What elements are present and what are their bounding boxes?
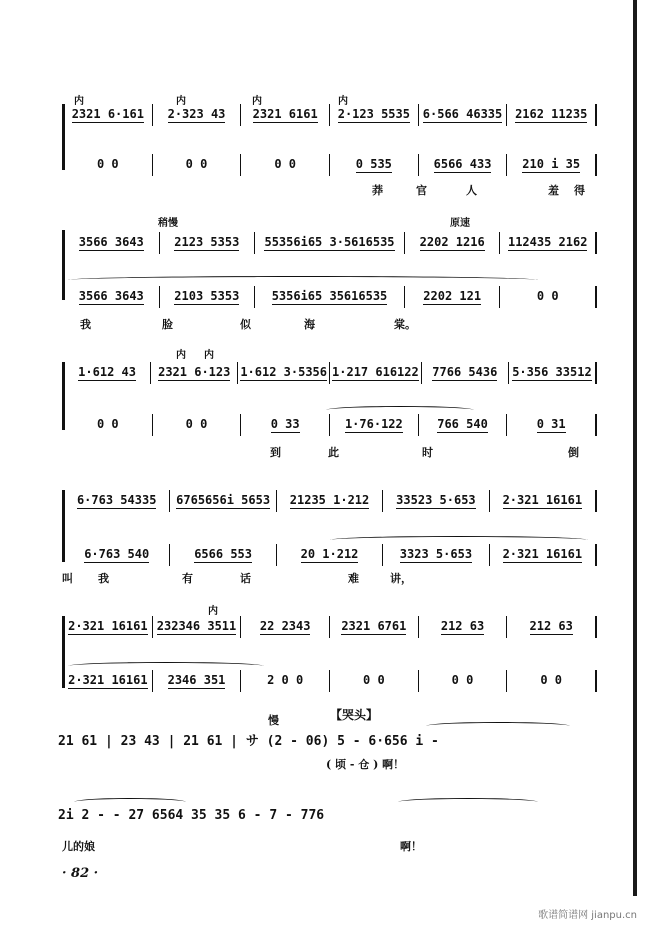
note-group: 0 0 [96, 417, 119, 431]
lyric: 时 [422, 446, 433, 459]
measure [419, 670, 508, 692]
note-group: 2103 5353 [174, 288, 240, 303]
note-group: 2·321 16161 [68, 618, 148, 633]
measure [241, 104, 330, 126]
measure [405, 232, 501, 254]
measure [277, 490, 383, 512]
lyric: 海 [304, 318, 315, 331]
lyric-line [64, 316, 597, 332]
note-group: 2·321 16161 [68, 672, 148, 687]
measure [507, 616, 597, 638]
measure [64, 414, 153, 436]
note-group: 2162 11235 [515, 106, 588, 121]
tempo-mark: 原速 [450, 218, 470, 229]
measure [490, 544, 597, 566]
note-group: 2·321 16161 [502, 492, 583, 507]
note-group: 0 0 [185, 417, 208, 431]
lower-staff [64, 286, 597, 308]
note-group: 0 0 [274, 157, 297, 171]
lyric: 倒 [568, 446, 579, 459]
note-group: 0 0 [451, 673, 474, 687]
lyric: 棠。 [394, 318, 416, 331]
note-group: 0 0 [363, 673, 385, 687]
upper-staff [64, 490, 597, 512]
inner-mark: 内 [74, 96, 84, 107]
note-group: 22 2343 [259, 618, 311, 633]
lyric: 叫 [62, 572, 73, 585]
percussion-line: ( 顷 - 仓 ) 啊！ [326, 758, 405, 771]
note-group: 2321 6·123 [158, 364, 231, 379]
measure [64, 104, 153, 126]
lyric: 官 [416, 184, 427, 197]
note-group: 2321 6761 [341, 618, 407, 633]
slur [68, 662, 264, 670]
inner-mark: 内 [208, 606, 218, 617]
measure [255, 232, 405, 254]
upper-staff [64, 232, 597, 254]
measure [255, 286, 405, 308]
measure [419, 414, 508, 436]
measure [405, 286, 501, 308]
note-group: 0 33 [270, 416, 300, 431]
lyric: 啊！ [400, 840, 422, 853]
note-group: 2202 121 [423, 288, 482, 303]
measure [507, 414, 597, 436]
measure [419, 154, 508, 176]
note-group: 6·566 46335 [422, 106, 503, 121]
slur [426, 722, 570, 730]
note-group: 7766 5436 [432, 364, 498, 379]
note-group: 1·612 43 [78, 364, 136, 379]
note-group: 6566 553 [194, 546, 252, 561]
measure [153, 154, 242, 176]
note-group: 20 1·212 [300, 546, 359, 561]
measure [153, 104, 242, 126]
note-group: 0 0 [540, 673, 563, 687]
upper-staff [64, 616, 597, 638]
note-group: 2321 6·161 [71, 106, 144, 121]
measure [330, 362, 422, 384]
note-group: 55356i65 3·5616535 [264, 234, 395, 249]
note-group: 2·321 16161 [502, 546, 583, 561]
slur [330, 536, 588, 544]
measure [64, 616, 153, 638]
measure [507, 104, 597, 126]
note-group: 6·763 540 [84, 546, 150, 561]
inner-mark: 内 [204, 350, 214, 361]
site-watermark: 歌谱简谱网 jianpu.cn [538, 910, 637, 921]
inner-mark: 内 [176, 350, 186, 361]
note-group: 6·763 54335 [76, 492, 157, 507]
note-sequence: 2i 2 - - 27 6564 35 35 6 - 7 - 776 [58, 808, 325, 823]
measure [64, 362, 151, 384]
measure [170, 544, 276, 566]
note-group: 2·323 43 [167, 106, 226, 121]
inner-mark: 内 [176, 96, 186, 107]
measure [490, 490, 597, 512]
measure [500, 232, 597, 254]
measure [153, 670, 242, 692]
note-group: 1·76·122 [344, 416, 403, 431]
note-group: 0 31 [536, 416, 566, 431]
measure [241, 154, 330, 176]
note-group: 2321 6161 [252, 106, 318, 121]
note-group: 1·612 3·5356 [240, 364, 328, 379]
tempo-mark: 稍慢 [158, 218, 178, 229]
note-group: 112435 2162 [507, 234, 588, 249]
measure [241, 616, 330, 638]
note-group: 0 535 [355, 156, 392, 171]
upper-staff [64, 362, 597, 384]
note-group: 2 0 0 [267, 673, 304, 687]
measure [500, 286, 597, 308]
measure [160, 232, 256, 254]
measure [330, 104, 419, 126]
single-voice-line [58, 730, 609, 752]
measure [277, 544, 383, 566]
lyric: 儿的娘 [62, 840, 95, 853]
measure [383, 490, 489, 512]
measure [241, 670, 330, 692]
measure [330, 414, 419, 436]
note-group: 212 63 [440, 618, 485, 633]
measure [383, 544, 489, 566]
slur [398, 798, 538, 806]
note-group: 2202 1216 [419, 234, 485, 249]
lyric: 似 [240, 318, 251, 331]
tempo-mark: 慢 [268, 714, 279, 727]
measure [160, 286, 256, 308]
note-group: 3566 3643 [78, 288, 144, 303]
measure [153, 616, 242, 638]
page-edge-rule [633, 0, 637, 896]
lyric: 脸 [162, 318, 173, 331]
lyric: 有 [182, 572, 193, 585]
note-sequence: 21 61 | 23 43 | 21 61 | サ (2 - 06) 5 - 6·656 i - [58, 734, 439, 749]
measure [64, 286, 160, 308]
measure [509, 362, 597, 384]
note-group: 232346 3511 [156, 618, 237, 633]
lyric: 讲， [390, 572, 412, 585]
measure [64, 490, 170, 512]
note-group: 33523 5·653 [396, 492, 476, 507]
lyric: 我 [98, 572, 109, 585]
upper-staff [64, 104, 597, 126]
measure [419, 616, 508, 638]
measure [64, 154, 153, 176]
measure [153, 414, 242, 436]
measure [330, 616, 419, 638]
measure [330, 670, 419, 692]
lower-staff [64, 414, 597, 436]
note-group: 0 0 [96, 157, 119, 171]
lyric: 羞 [548, 184, 559, 197]
measure [238, 362, 330, 384]
lyric-line [64, 444, 597, 460]
note-group: 21235 1·212 [289, 492, 370, 507]
measure [241, 414, 330, 436]
note-group: 6765656i 5653 [176, 492, 271, 507]
lyric: 到 [270, 446, 281, 459]
note-group: 0 0 [185, 157, 208, 171]
lyric: 莽 [372, 184, 383, 197]
lyric: 话 [240, 572, 251, 585]
measure [507, 154, 597, 176]
section-heading: 【哭头】 [330, 708, 379, 722]
note-group: 2·123 5535 [337, 106, 410, 121]
measure [151, 362, 238, 384]
lower-staff [64, 670, 597, 692]
note-group: 3566 3643 [78, 234, 144, 249]
measure [330, 154, 419, 176]
measure [419, 104, 508, 126]
slur [326, 406, 474, 414]
note-group: 210 i 35 [522, 156, 581, 171]
page-number: · 82 · [62, 866, 99, 881]
inner-mark: 内 [252, 96, 262, 107]
measure [64, 544, 170, 566]
note-group: 6566 433 [433, 156, 492, 171]
note-group: 1·217 616122 [332, 364, 419, 379]
measure [64, 670, 153, 692]
lyric: 此 [328, 446, 339, 459]
lyric: 难 [348, 572, 359, 585]
measure [64, 232, 160, 254]
lower-staff [64, 154, 597, 176]
lower-staff [64, 544, 597, 566]
note-group: 3323 5·653 [399, 546, 473, 561]
lyric: 人 [466, 184, 477, 197]
single-voice-line [58, 808, 609, 830]
lyric: 我 [80, 318, 91, 331]
slur [68, 276, 538, 284]
note-group: 5356i65 35616535 [271, 288, 388, 303]
lyric: 得 [574, 184, 585, 197]
measure [507, 670, 597, 692]
note-group: 2346 351 [167, 672, 226, 687]
note-group: 2123 5353 [174, 234, 240, 249]
note-group: 766 540 [437, 416, 488, 431]
slur [74, 798, 186, 806]
note-group: 212 63 [529, 618, 573, 633]
lyric-line [64, 570, 597, 586]
note-group: 0 0 [536, 289, 559, 303]
inner-mark: 内 [338, 96, 348, 107]
measure [422, 362, 509, 384]
note-group: 5·356 33512 [512, 364, 592, 379]
measure [170, 490, 276, 512]
lyric-line [64, 182, 597, 198]
